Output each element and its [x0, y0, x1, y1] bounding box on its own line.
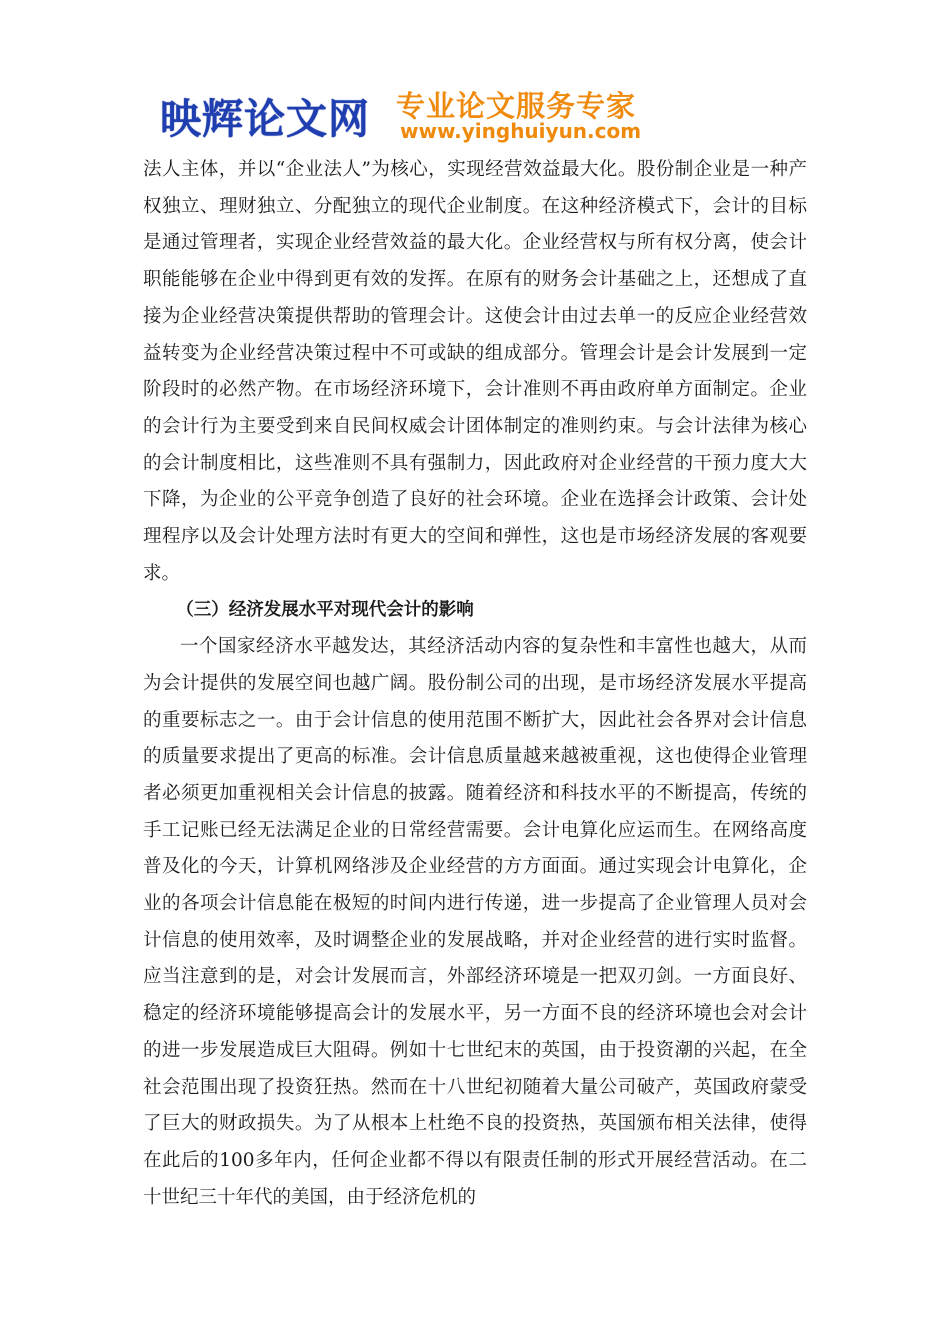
section-heading: （三）经济发展水平对现代会计的影响 — [176, 600, 474, 621]
document-body — [143, 152, 807, 1216]
site-slogan: 专业论文服务专家 — [396, 89, 637, 123]
site-header — [0, 0, 950, 150]
paragraph: 一个国家经济水平越发达，其经济活动内容的复杂性和丰富性也越大，从而为会计提供的发展空间也越广阔。股份制公司的出现，是市场经济发展水平提高的重要标志之一。由于会计信息的使用范围不断扩大，因此社会各界对会计信息的质量要求提出了更高的标准。会计信息质量越来越被重视，这也使得企业管理者必须更加重视相关会计信息的披露。随着经济和科技水平的不断提高，传统的手工记账已经无法满足企业的日常经营需要。会计电算化应运而生。在网络高度普及化的今天，计算机网络涉及企业经营的方方面面。通过实现会计电算化，企业的各项会计信息能在极短的时间内进行传递，进一步提高了企业管理人员对会计信息的使用效率，及时调整企业的发展战略，并对企业经营的进行实时监督。应当注意到的是，对会计发展而言，外部经济环境是一把双刃剑。一方面良好、稳定的经济环境能够提高会计的发展水平，另一方面不良的经济环境也会对会计的进一步发展造成巨大阻碍。例如十七世纪末的英国，由于投资潮的兴起，在全社会范围出现了投资狂热。然而在十八世纪初随着大量公司破产，英国政府蒙受了巨大的财政损失。为了从根本上杜绝不良的投资热，英国颁布相关法律，使得在此后的100多年内，任何企业都不得以有限责任制的形式开展经营活动。在二十世纪三十年代的美国，由于经济危机的 — [143, 636, 807, 1208]
site-url: www.yinghuiyun.com — [400, 119, 642, 143]
paragraph: 法人主体，并以“企业法人”为核心，实现经营效益最大化。股份制企业是一种产权独立、理财独立、分配独立的现代企业制度。在这种经济模式下，会计的目标是通过管理者，实现企业经营效益的最大化。企业经营权与所有权分离，使会计职能能够在企业中得到更有效的发挥。在原有的财务会计基础之上，还想成了直接为企业经营决策提供帮助的管理会计。这使会计由过去单一的反应企业经营效益转变为企业经营决策过程中不可或缺的组成部分。管理会计是会计发展到一定阶段时的必然产物。在市场经济环境下，会计准则不再由政府单方面制定。企业的会计行为主要受到来自民间权威会计团体制定的准则约束。与会计法律为核心的会计制度相比，这些准则不具有强制力，因此政府对企业经营的干预力度大大下降，为企业的公平竞争创造了良好的社会环境。企业在选择会计政策、会计处理程序以及会计处理方法时有更大的空间和弹性，这也是市场经济发展的客观要求。 — [143, 159, 807, 584]
site-logo: 映辉论文网 — [160, 95, 370, 143]
